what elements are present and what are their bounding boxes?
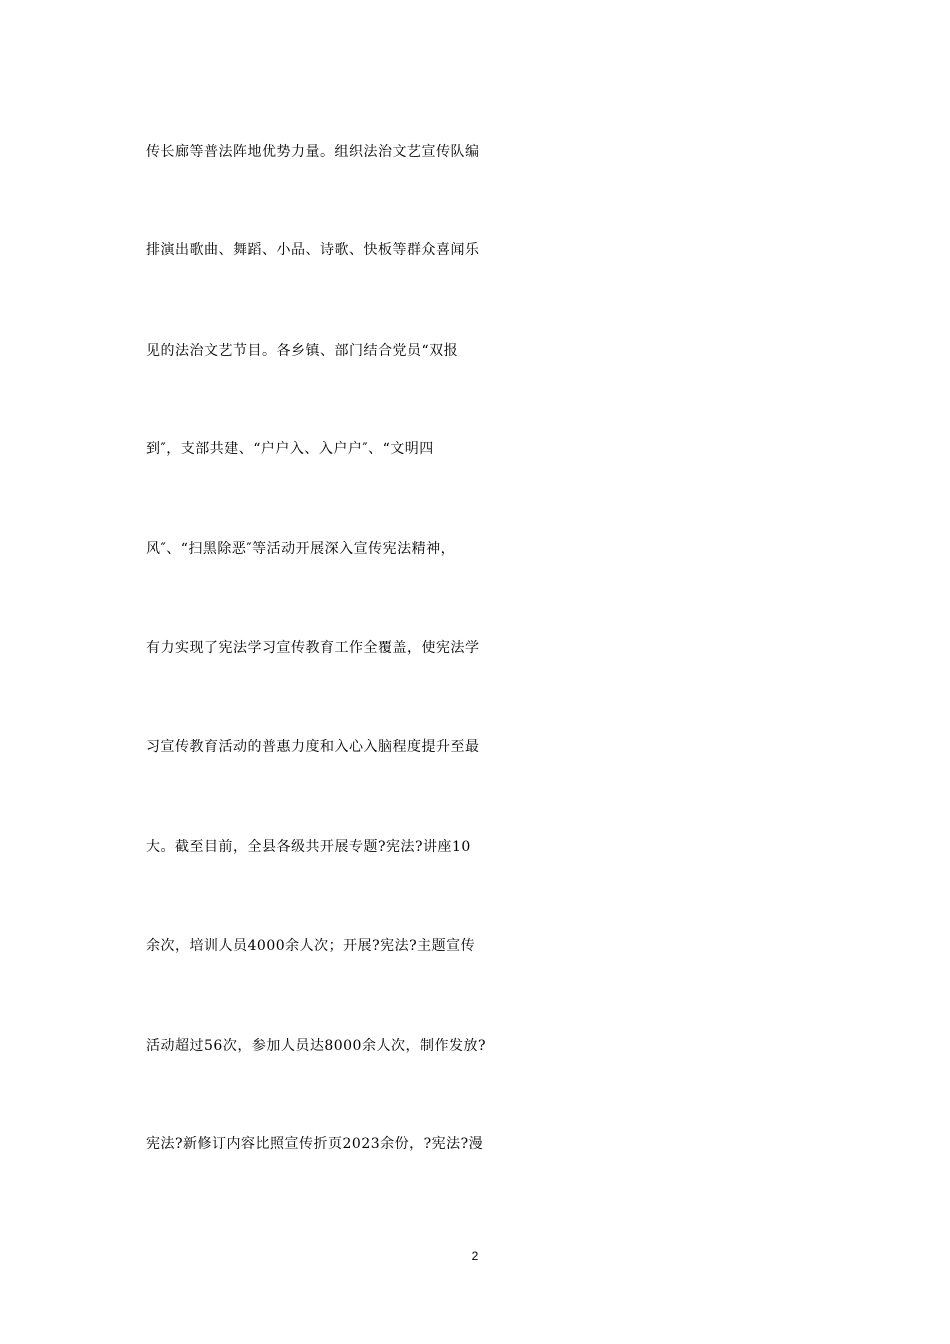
text-line: 有力实现了宪法学习宣传教育工作全覆盖，使宪法学 — [146, 640, 480, 656]
text-line: 风″、“扫黑除恶″等活动开展深入宣传宪法精神， — [146, 541, 456, 557]
text-line: 宪法?新修订内容比照宣传折页2023余份，?宪法?漫 — [146, 1136, 484, 1152]
text-line: 排演出歌曲、舞蹈、小品、诗歌、快板等群众喜闻乐 — [146, 242, 480, 258]
page-number: 2 — [471, 1249, 479, 1263]
text-line: 余次，培训人员4000余人次；开展?宪法?主题宣传 — [146, 938, 476, 954]
text-line: 到″，支部共建、“户户入、入户户″、“文明四 — [146, 441, 434, 457]
text-line: 习宣传教育活动的普惠力度和入心入脑程度提升至最 — [146, 739, 480, 755]
text-line: 见的法治文艺节目。各乡镇、部门结合党员“双报 — [146, 343, 459, 359]
text-line: 大。截至目前，全县各级共开展专题?宪法?讲座10 — [146, 839, 471, 855]
text-line: 活动超过56次，参加人员达8000余人次，制作发放? — [146, 1038, 486, 1054]
text-line: 传长廊等普法阵地优势力量。组织法治文艺宣传队编 — [146, 144, 480, 160]
